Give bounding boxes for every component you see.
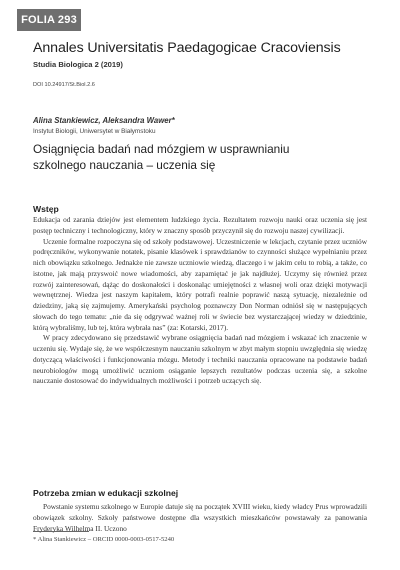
section-body-potrzeba: [33, 502, 367, 534]
article-title: Osiągnięcia badań nad mózgiem w usprawnianiu szkolnego nauczania – uczenia się: [33, 142, 290, 172]
doi: DOI 10.24917/St.Biol.2.6: [33, 82, 95, 88]
section-body-wstep: [33, 215, 367, 387]
affiliation: Instytut Biologii, Uniwersytet w Białymstoku: [33, 128, 156, 135]
journal-series: Studia Biologica 2 (2019): [33, 60, 123, 69]
section-heading-wstep: Wstęp: [33, 204, 59, 214]
section-heading-potrzeba: Potrzeba zmian w edukacji szkolnej: [33, 488, 179, 498]
paragraph: W pracy zdecydowano się przedstawić wybrane osiągnięcia badań nad mózgiem i wskazać ich znaczenie w uczeniu się. Wydaje się, że we współczesnym nauczaniu szkolnym w zbyt małym stopniu uwzględnia się wiedzę dotyczącą właściwości i funkcjonowania mózgu. Metody i techniki nauczania opracowane na podstawie badań neurobiologów mogą umożliwić uczniom osiąganie lepszych rezultatów podczas uczenia się, a szkolne nauczanie dostosować do indywidualnych możliwości i potrzeb uczących się.: [33, 333, 367, 386]
paragraph: Uczenie formalne rozpoczyna się od szkoły podstawowej. Uczestniczenie w lekcjach, czytanie przez uczniów podręczników, wykonywanie notatek, pisanie klasówek i sprawdzianów to czynności służące wypełnianiu przez nich obowiązku szkolnego. Jednakże nie zawsze uczniowie wiedzą, dlaczego i w jakim celu to robią, a także, co istotne, jak mają przyswoić nowe wiadomości, aby zapamiętać je jak najdłużej. Uczymy się również przez rozwój zainteresowań, dążąc do doskonałości i doskonaląc umiejętności z własnej woli oraz dzięki motywacji wewnętrznej. Wiedza jest naszym kapitałem, który potrafi realnie poprawić naszą sytuację, niezależnie od dziedziny, jaką się zajmujemy. Amerykański psycholog poznawczy Don Norman odniósł się w następujących słowach do tego tematu: „nie da się odgrywać ważnej roli w świecie bez wystarczającej wiedzy w dziedzinie, którą wybraliśmy, lub tej, która wybrała nas” (za: Kotarski, 2017).: [33, 236, 367, 332]
footnote: * Alina Stankiewicz – ORCID 0000-0003-0517-5240: [33, 536, 175, 543]
paragraph: Edukacja od zarania dziejów jest elementem ludzkiego życia. Rezultatem rozwoju nauki oraz uczenia się jest postęp techniczny i technologiczny, który w znaczny sposób przyczynił się do rozwoju naszej cywilizacji.: [33, 215, 367, 235]
journal-title: Annales Universitatis Paedagogicae Cracoviensis: [33, 40, 341, 56]
paragraph: Powstanie systemu szkolnego w Europie datuje się na początek XVIII wieku, kiedy władcy Prus wprowadzili obowiązek szkolny. Szkoły państwowe dostępne dla wszystkich mieszkańców powstawały za panowania Fryderyka Wilhelma II. Uczono: [33, 502, 367, 533]
folia-badge: FOLIA 293: [17, 9, 81, 31]
footnote-rule: [33, 531, 89, 532]
authors: Alina Stankiewicz, Aleksandra Wawer*: [33, 116, 175, 125]
